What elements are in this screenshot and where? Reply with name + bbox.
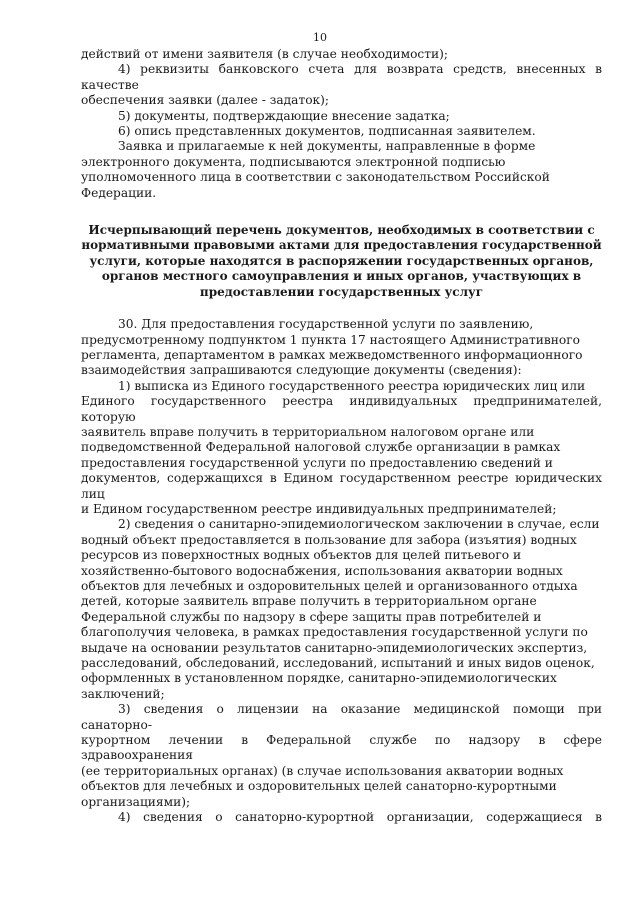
text-line: 4) сведения о санаторно-курортной организации, содержащиеся в xyxy=(118,810,602,825)
section-bottom xyxy=(81,317,602,825)
text-line: Федерации. xyxy=(81,185,157,200)
text-line: электронного документа, подписываются электронной подписью xyxy=(81,154,506,169)
text-line: курортном лечении в Федеральной службе по надзору в сфере здравоохранения xyxy=(81,733,602,763)
text-line: объектов для лечебных и оздоровительных целей санаторно-курортными xyxy=(81,779,557,794)
text-line: обеспечения заявки (далее - задаток); xyxy=(81,93,330,108)
text-line: заявитель вправе получить в территориальном налоговом органе или xyxy=(81,424,535,439)
text-line: и Едином государственном реестре индивидуальных предпринимателей; xyxy=(81,501,557,516)
text-line: действий от имени заявителя (в случае необходимости); xyxy=(81,47,448,61)
text-line: 4) реквизиты банковского счета для возврата средств, внесенных в качестве xyxy=(81,62,602,92)
text-line: 6) опись представленных документов, подписанная заявителем. xyxy=(118,124,536,139)
text-line: организациями); xyxy=(81,794,191,809)
text-line: Единого государственного реестра индивидуальных предпринимателей, которую xyxy=(81,394,602,424)
paragraph xyxy=(81,139,602,201)
text-line: расследований, обследований, исследований, испытаний и иных видов оценок, xyxy=(81,656,595,671)
paragraph xyxy=(81,62,602,108)
text-line: уполномоченного лица в соответствии с законодательством Российской xyxy=(81,170,550,185)
heading-line: услуги, которые находятся в распоряжении государственных органов, xyxy=(89,253,594,268)
text-line: оформленных в установленном порядке, санитарно-эпидемиологических xyxy=(81,671,557,686)
text-line: регламента, департаментом в рамках межведомственного информационного xyxy=(81,347,583,362)
text-line: Заявка и прилагаемые к ней документы, направленные в форме xyxy=(118,139,536,154)
text-line: Федеральной службы по надзору в сфере защиты прав потребителей и xyxy=(81,609,542,624)
text-line: выдаче на основании результатов санитарно-эпидемиологических экспертиз, xyxy=(81,640,588,655)
paragraph xyxy=(81,810,602,825)
paragraph xyxy=(81,379,602,518)
text-line: подведомственной Федеральной налоговой службе организации в рамках xyxy=(81,440,561,455)
paragraph xyxy=(81,517,602,702)
paragraph xyxy=(81,317,602,379)
paragraph xyxy=(81,702,602,810)
text-line: детей, которые заявитель вправе получить в территориальном органе xyxy=(81,594,537,609)
text-line: благополучия человека, в рамках предоставления государственной услуги по xyxy=(81,625,588,640)
heading-line: Исчерпывающий перечень документов, необходимых в соответствии с xyxy=(88,223,595,238)
text-line: хозяйственно-бытового водоснабжения, использования акватории водных xyxy=(81,563,563,578)
text-line: 1) выписка из Единого государственного реестра юридических лиц или xyxy=(118,378,586,393)
text-line: 30. Для предоставления государственной услуги по заявлению, xyxy=(118,317,534,332)
page-number: 10 xyxy=(313,31,327,44)
text-line: взаимодействия запрашиваются следующие документы (сведения): xyxy=(81,363,522,378)
text-line: ресурсов из поверхностных водных объектов для целей питьевого и xyxy=(81,548,522,563)
text-line: 5) документы, подтверждающие внесение задатка; xyxy=(118,108,450,123)
paragraph xyxy=(81,109,602,124)
text-line: 2) сведения о санитарно-эпидемиологическом заключении в случае, если xyxy=(118,517,600,532)
text-line: заключений; xyxy=(81,686,165,701)
text-line: (ее территориальных органах) (в случае использования акватории водных xyxy=(81,763,564,778)
heading-line: предоставлении государственных услуг xyxy=(199,284,484,299)
text-line: документов, содержащихся в Едином государственном реестре юридических лиц xyxy=(81,471,602,501)
text-line: водный объект предоставляется в пользование для забора (изъятия) водных xyxy=(81,532,577,547)
text-line: предусмотренному подпунктом 1 пункта 17 настоящего Административного xyxy=(81,332,580,347)
document-body xyxy=(81,47,602,826)
heading-line: нормативными правовыми актами для предоставления государственной xyxy=(81,238,602,253)
text-line: объектов для лечебных и оздоровительных целей и организованного отдыха xyxy=(81,579,578,593)
paragraph xyxy=(81,124,602,139)
paragraph xyxy=(81,47,602,62)
text-line: предоставления государственной услуги по предоставлению сведений и xyxy=(81,455,553,470)
section-top xyxy=(81,47,602,201)
heading-line: органов местного самоуправления и иных органов, участвующих в xyxy=(101,269,582,284)
section-heading xyxy=(81,223,602,300)
text-line: 3) сведения о лицензии на оказание медицинской помощи при санаторно- xyxy=(81,702,602,732)
